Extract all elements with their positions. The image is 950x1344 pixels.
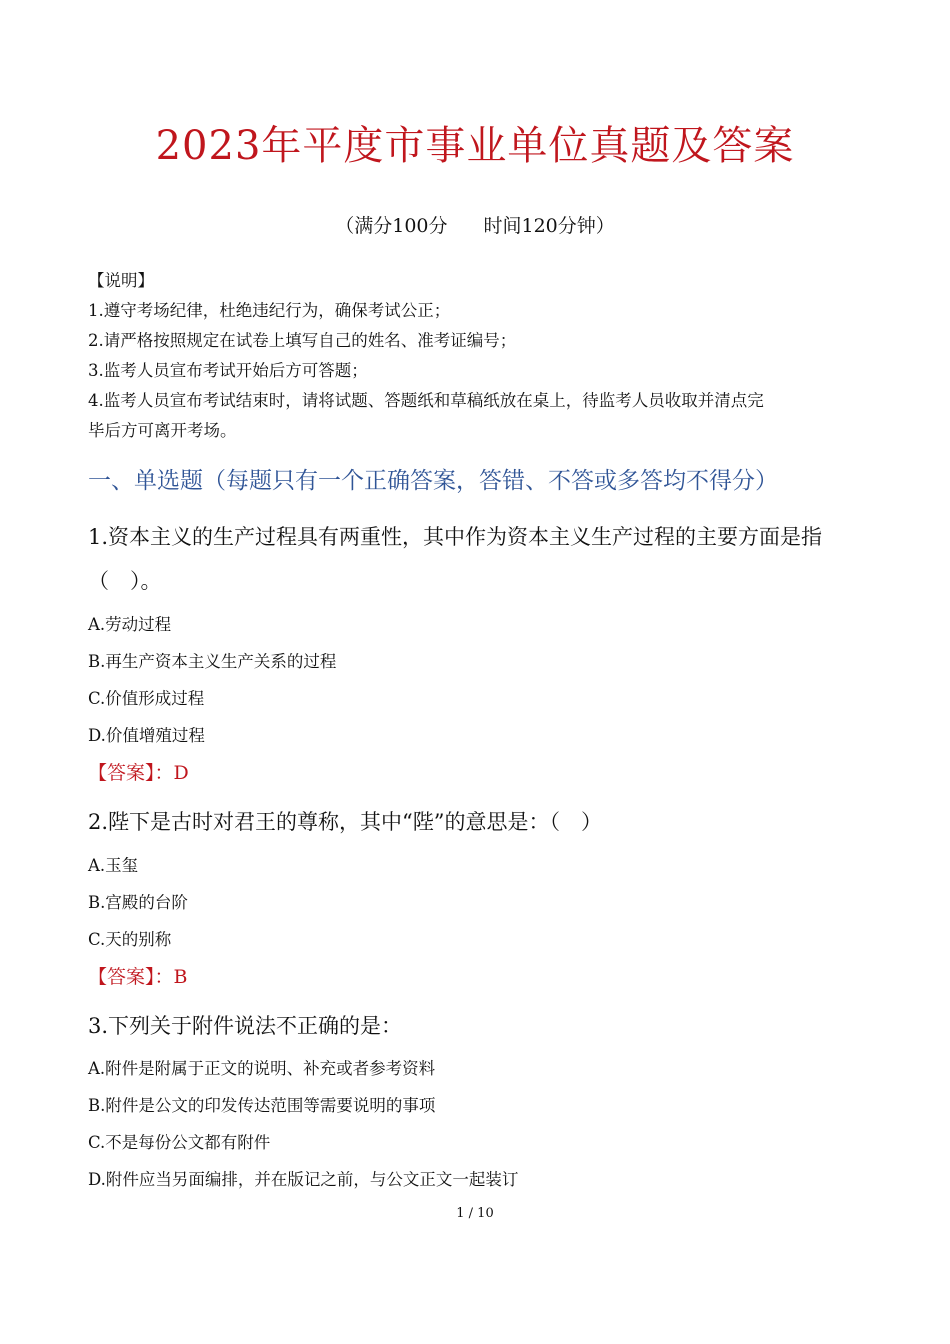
question-2-answer: 【答案】：B bbox=[88, 966, 188, 988]
section-heading: 一、单选题（每题只有一个正确答案，答错、不答或多答均不得分） bbox=[88, 468, 778, 494]
question-2-option-b: B.宫殿的台阶 bbox=[88, 893, 188, 912]
question-1-option-a: A.劳动过程 bbox=[88, 615, 172, 634]
question-2-stem: 2.陛下是古时对君王的尊称，其中“陛”的意思是：（ ） bbox=[88, 810, 603, 834]
notes-item-4: 4.监考人员宣布考试结束时，请将试题、答题纸和草稿纸放在桌上，待监考人员收取并清点完 bbox=[88, 391, 764, 410]
question-3-option-c: C.不是每份公文都有附件 bbox=[88, 1133, 271, 1152]
notes-item-4-continued: 毕后方可离开考场。 bbox=[88, 421, 237, 440]
document-title: 2023年平度市事业单位真题及答案 bbox=[155, 123, 795, 169]
question-1-answer: 【答案】：D bbox=[88, 762, 189, 784]
question-1-stem-continued: （ ）。 bbox=[88, 569, 162, 593]
question-1-stem: 1.资本主义的生产过程具有两重性，其中作为资本主义生产过程的主要方面是指 bbox=[88, 525, 823, 549]
question-2-option-c: C.天的别称 bbox=[88, 930, 172, 949]
question-3-option-d: D.附件应当另面编排，并在版记之前，与公文正文一起装订 bbox=[88, 1170, 519, 1189]
question-1-option-c: C.价值形成过程 bbox=[88, 689, 205, 708]
question-3-stem: 3.下列关于附件说法不正确的是： bbox=[88, 1014, 403, 1038]
question-2-option-a: A.玉玺 bbox=[88, 856, 139, 875]
notes-item-2: 2.请严格按照规定在试卷上填写自己的姓名、准考证编号； bbox=[88, 331, 517, 350]
question-1-option-b: B.再生产资本主义生产关系的过程 bbox=[88, 652, 337, 671]
question-3-option-b: B.附件是公文的印发传达范围等需要说明的事项 bbox=[88, 1096, 436, 1115]
notes-heading: 【说明】 bbox=[88, 271, 154, 290]
page-number: 1 / 10 bbox=[456, 1206, 494, 1221]
score-info: （满分100分 bbox=[335, 215, 448, 237]
notes-item-1: 1.遵守考场纪律，杜绝违纪行为，确保考试公正； bbox=[88, 301, 451, 320]
notes-item-3: 3.监考人员宣布考试开始后方可答题； bbox=[88, 361, 368, 380]
time-info: 时间120分钟） bbox=[483, 215, 615, 237]
exam-info bbox=[0, 212, 950, 240]
question-1-option-d: D.价值增殖过程 bbox=[88, 726, 205, 745]
question-3-option-a: A.附件是附属于正文的说明、补充或者参考资料 bbox=[88, 1059, 436, 1078]
